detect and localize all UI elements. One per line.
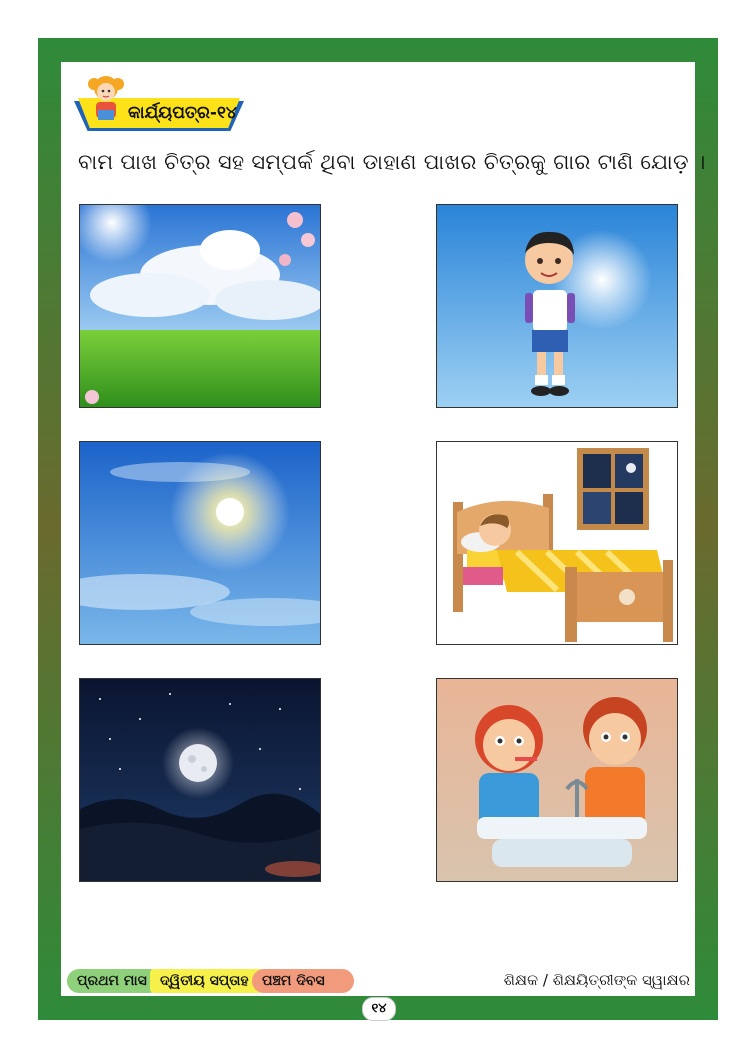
brushing-teeth-image[interactable] [436, 678, 678, 882]
sleeping-child-image[interactable] [436, 441, 678, 645]
teacher-signature-label: ଶିକ୍ଷକ / ଶିକ୍ଷୟିତ୍ରୀଙ୍କ ସ୍ୱାକ୍ଷର [503, 971, 690, 989]
moon-night-image[interactable] [79, 678, 321, 882]
sun-sky-image[interactable] [79, 441, 321, 645]
footer-tag-month: ପ୍ରଥମ ମାସ [67, 969, 161, 993]
page-number: ୧୪ [362, 997, 396, 1021]
footer-tag-day: ପଞ୍ଚମ ଦିବସ [252, 969, 354, 993]
field-sky-image[interactable] [79, 204, 321, 408]
schoolboy-image[interactable] [436, 204, 678, 408]
reading-girl-icon [86, 72, 128, 128]
footer-tag-week: ଦ୍ୱିତୀୟ ସପ୍ତାହ [150, 969, 264, 993]
worksheet-title: କାର୍ଯ୍ୟପତ୍ର-୧୪ [128, 103, 237, 123]
instruction-text: ବାମ ପାଖ ଚିତ୍ର ସହ ସମ୍ପର୍କ ଥିବା ଡାହାଣ ପାଖର ଚିତ୍ରକୁ ଗାର ଟାଣି ଯୋଡ଼ । [78, 150, 706, 174]
